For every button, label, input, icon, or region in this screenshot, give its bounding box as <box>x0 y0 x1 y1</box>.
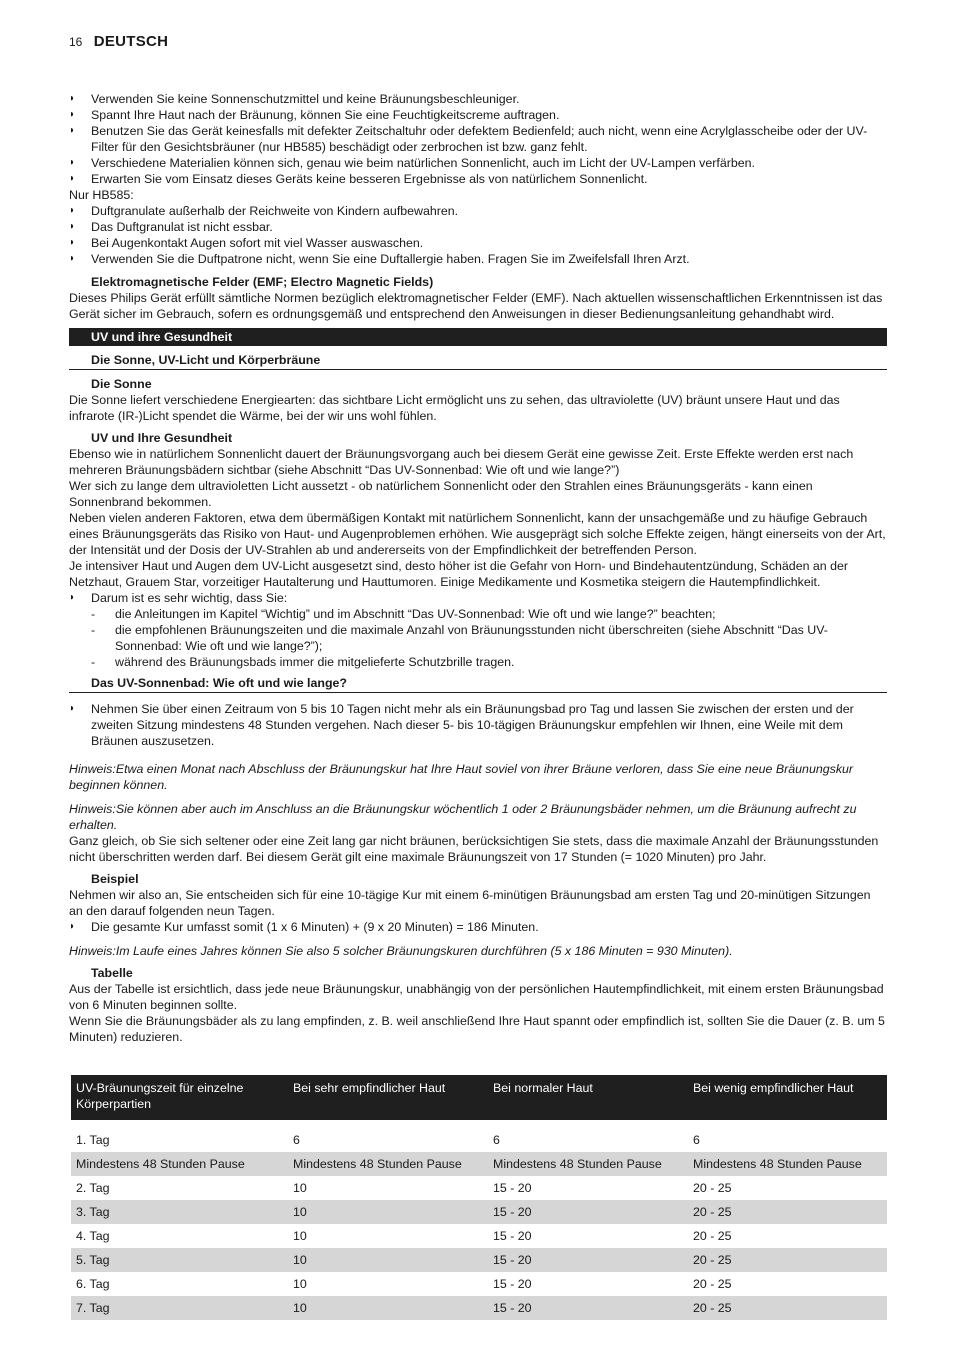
table-row <box>71 1176 887 1200</box>
table-cell: 15 - 20 <box>488 1248 688 1272</box>
note-text: Hinweis:Etwa einen Monat nach Abschluss der Bräunungskur hat Ihre Haut soviel von ihrer Bräune verloren, dass Sie eine neue Bräunungskur beginnen können. <box>69 762 854 792</box>
table-cell: 4. Tag <box>76 1229 110 1243</box>
sonnenbad-text: Ganz gleich, ob Sie sich seltener oder eine Zeit lang gar nicht bräunen, berücksichtigen Sie stets, dass die maximale Anzahl der Bräunungsstunden nicht überschritten werden darf. Bei diesem Gerät gilt eine maximale Bräunungszeit von 17 Stunden (= 1020 Minuten) pro Jahr. <box>69 834 879 864</box>
table-row <box>71 1152 887 1176</box>
table-header-cell: Bei normaler Haut <box>488 1075 688 1120</box>
table-cell: Mindestens 48 Stunden Pause <box>488 1152 688 1176</box>
list-item: ◗ Verschiedene Materialien können sich, genau wie beim natürlichen Sonnenlicht, auch im Licht der UV-Lampen verfärben. <box>69 155 887 171</box>
list-item: ◗ Die gesamte Kur umfasst somit (1 x 6 Minuten) + (9 x 20 Minuten) = 186 Minuten. <box>69 919 887 935</box>
list-item: ◗ Bei Augenkontakt Augen sofort mit viel Wasser auswaschen. <box>69 235 887 251</box>
hb585-label: Nur HB585: <box>69 188 134 202</box>
table-cell: 20 - 25 <box>693 1229 732 1243</box>
uv-paragraph: Ebenso wie in natürlichem Sonnenlicht dauert der Bräunungsvorgang auch bei diesem Gerät eine gewisse Zeit. Erste Effekte werden erst nach mehreren Bräunungsbädern sichtbar (siehe Abschnitt “Das UV-Sonnenbad: Wie oft und wie lange?”) <box>69 447 854 477</box>
list-item: ◗ Erwarten Sie vom Einsatz dieses Geräts keine besseren Ergebnisse als von natürlichem Sonnenlicht. <box>69 171 887 187</box>
tabelle-paragraph: Aus der Tabelle ist ersichtlich, dass jede neue Bräunungskur, unabhängig von der persönlichen Hautempfindlichkeit, mit einem ersten Bräunungsbad von 6 Minuten beginnen sollte. <box>69 982 884 1012</box>
die-sonne-heading: Die Sonne <box>91 377 152 391</box>
table-cell: 10 <box>288 1248 488 1272</box>
die-sonne-text: Die Sonne liefert verschiedene Energiearten: das sichtbare Licht ermöglicht uns zu sehen, das ultraviolette (UV) bräunt unsere Haut und das infrarote (IR-)Licht spendet die Wärme, bei der wir uns wohl fühlen. <box>69 393 840 423</box>
beispiel-text: Nehmen wir also an, Sie entscheiden sich für eine 10-tägige Kur mit einem 6-minütigen Bräunungsbad am ersten Tag und 20-minütigen Sitzungen an den darauf folgenden neun Tagen. <box>69 888 871 918</box>
list-item: ◗ Darum ist es sehr wichtig, dass Sie: <box>69 590 887 606</box>
table-cell: 6 <box>693 1133 700 1147</box>
table-row <box>71 1224 887 1248</box>
table-header-row <box>71 1075 887 1120</box>
tabelle-heading: Tabelle <box>91 966 133 980</box>
list-item: ◗ Verwenden Sie keine Sonnenschutzmittel und keine Bräunungsbeschleuniger. <box>69 91 887 107</box>
list-item: ◗ Duftgranulate außerhalb der Reichweite von Kindern aufbewahren. <box>69 203 887 219</box>
table-cell: Mindestens 48 Stunden Pause <box>288 1152 488 1176</box>
dash-item: - die empfohlenen Bräunungszeiten und die maximale Anzahl von Bräunungsstunden nicht überschreiten (siehe Abschnitt “Das UV-Sonnenbad: Wie oft und wie lange?”); <box>69 622 887 654</box>
sun-heading: Die Sonne, UV-Licht und Körperbräune <box>69 352 887 370</box>
table-header-cell: Bei sehr empfindlicher Haut <box>288 1075 488 1120</box>
tanning-table <box>71 1075 887 1320</box>
list-item: ◗ Spannt Ihre Haut nach der Bräunung, können Sie eine Feuchtigkeitscreme auftragen. <box>69 107 887 123</box>
table-cell: 20 - 25 <box>693 1181 732 1195</box>
section-title-bar: UV und ihre Gesundheit <box>69 328 887 346</box>
table-cell: 20 - 25 <box>693 1277 732 1291</box>
page-header <box>69 34 168 50</box>
table-cell: 3. Tag <box>71 1200 288 1224</box>
note-text: Hinweis:Sie können aber auch im Anschluss an die Bräunungskur wöchentlich 1 oder 2 Bräunungsbäder nehmen, um die Bräunung aufrecht zu erhalten. <box>69 802 857 832</box>
tabelle-paragraph: Wenn Sie die Bräunungsbäder als zu lang empfinden, z. B. weil anschließend Ihre Haut spannt oder empfindlich ist, sollten Sie die Dauer (z. B. um 5 Minuten) reduzieren. <box>69 1014 885 1044</box>
table-header-cell: UV-Bräunungszeit für einzelne Körperpartien <box>71 1075 288 1120</box>
language-label: DEUTSCH <box>93 33 169 50</box>
table-cell: 10 <box>293 1181 307 1195</box>
table-cell: 20 - 25 <box>688 1296 887 1320</box>
table-cell: 10 <box>288 1296 488 1320</box>
uv-gesundheit-heading: UV und Ihre Gesundheit <box>91 431 233 445</box>
dash-item: - während des Bräunungsbads immer die mitgelieferte Schutzbrille tragen. <box>69 654 887 670</box>
table-cell: 15 - 20 <box>488 1296 688 1320</box>
table-cell: Mindestens 48 Stunden Pause <box>71 1152 288 1176</box>
table-cell: 15 - 20 <box>493 1229 532 1243</box>
table-cell: 7. Tag <box>71 1296 288 1320</box>
table-row <box>71 1272 887 1296</box>
table-cell: 10 <box>293 1277 307 1291</box>
table-cell: 15 - 20 <box>493 1277 532 1291</box>
table-cell: 1. Tag <box>76 1133 110 1147</box>
beispiel-heading: Beispiel <box>91 872 139 886</box>
table-row <box>71 1296 887 1320</box>
list-item: ◗ Benutzen Sie das Gerät keinesfalls mit defekter Zeitschaltuhr oder defektem Bedienfeld; auch nicht, wenn eine Acrylglasscheibe oder der UV-Filter für den Gesichtsbräuner (nur HB585) beschädigt oder zerbrochen ist bzw. ganz fehlt. <box>69 123 887 155</box>
dash-item: - die Anleitungen im Kapitel “Wichtig” und im Abschnitt “Das UV-Sonnenbad: Wie oft und wie lange?” beachten; <box>69 606 887 622</box>
page-number: 16 <box>69 35 83 49</box>
table-header-cell: Bei wenig empfindlicher Haut <box>688 1075 887 1120</box>
table-cell: 2. Tag <box>76 1181 110 1195</box>
emf-text: Dieses Philips Gerät erfüllt sämtliche Normen bezüglich elektromagnetischer Felder (EMF). Nach aktuellen wissenschaftlichen Erkenntnissen ist das Gerät sicher im Gebrauch, sofern es ordnungsgemäß und entsprechend den Anweisungen in dieser Bedienungsanleitung gehandhabt wird. <box>69 291 883 321</box>
table-cell: 6 <box>493 1133 500 1147</box>
table-cell: 20 - 25 <box>688 1200 887 1224</box>
uv-paragraph: Wer sich zu lange dem ultravioletten Licht aussetzt - ob natürlichem Sonnenlicht oder den Strahlen eines Bräunungsgeräts - kann einen Sonnenbrand bekommen. <box>69 479 813 509</box>
table-cell: 10 <box>288 1200 488 1224</box>
table-cell: Mindestens 48 Stunden Pause <box>688 1152 887 1176</box>
table-row <box>71 1128 887 1152</box>
list-item: ◗ Verwenden Sie die Duftpatrone nicht, wenn Sie eine Duftallergie haben. Fragen Sie im Zweifelsfall Ihren Arzt. <box>69 251 887 267</box>
sonnenbad-heading: Das UV-Sonnenbad: Wie oft und wie lange? <box>69 675 887 693</box>
table-cell: 5. Tag <box>71 1248 288 1272</box>
table-spacer <box>71 1120 887 1128</box>
page-content <box>69 91 887 1045</box>
table-row <box>71 1248 887 1272</box>
list-item: ◗ Nehmen Sie über einen Zeitraum von 5 bis 10 Tagen nicht mehr als ein Bräunungsbad pro Tag und lassen Sie zwischen der ersten und der zweiten Sitzung mindestens 48 Stunden vergehen. Nach dieser 5- bis 10-tägigen Bräunungskur empfehlen wir Ihnen, eine Weile mit dem Bräunen auszusetzen. <box>69 701 887 749</box>
note-text: Hinweis:Im Laufe eines Jahres können Sie also 5 solcher Bräunungskuren durchführen (5 x 186 Minuten = 930 Minuten). <box>69 944 733 958</box>
table-cell: 6 <box>293 1133 300 1147</box>
emf-heading: Elektromagnetische Felder (EMF; Electro Magnetic Fields) <box>91 275 434 289</box>
table-cell: 15 - 20 <box>493 1181 532 1195</box>
uv-paragraph: Je intensiver Haut und Augen dem UV-Licht ausgesetzt sind, desto höher ist die Gefahr von Horn- und Bindehautentzündung, Schäden an der Netzhaut, Grauem Star, vorzeitiger Hautalterung und Hauttumoren. Einige Medikamente und Kosmetika steigern die Hautempfindlichkeit. <box>69 559 849 589</box>
table-cell: 10 <box>293 1229 307 1243</box>
table-cell: 15 - 20 <box>488 1200 688 1224</box>
table-cell: 6. Tag <box>76 1277 110 1291</box>
list-item: ◗ Das Duftgranulat ist nicht essbar. <box>69 219 887 235</box>
table-row <box>71 1200 887 1224</box>
table-cell: 20 - 25 <box>688 1248 887 1272</box>
uv-paragraph: Neben vielen anderen Faktoren, etwa dem übermäßigen Kontakt mit natürlichem Sonnenlicht, kann der unsachgemäße und zu häufige Gebrauch eines Bräunungsgeräts das Risiko von Haut- und Augenproblemen erhöhen. Wie ausgeprägt sich solche Effekte zeigen, hängt einerseits von der Art, der Intensität und der Dosis der UV-Strahlen ab und andererseits von der Empfindlichkeit der betreffenden Person. <box>69 511 886 557</box>
